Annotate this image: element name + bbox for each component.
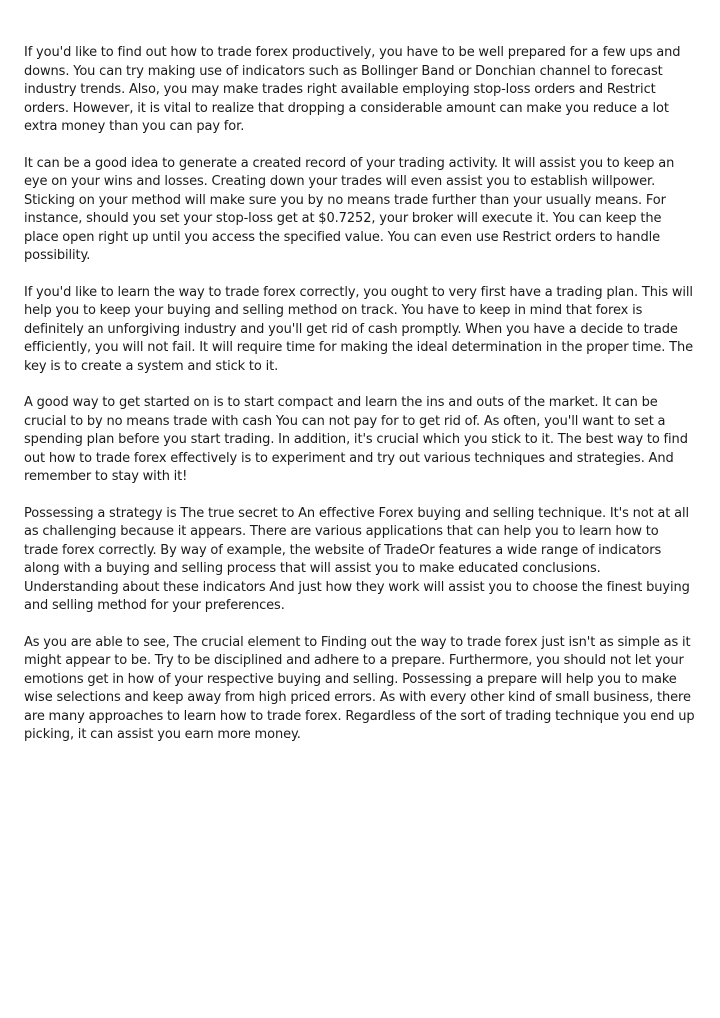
paragraph-1: If you'd like to find out how to trade forex productively, you have to be well prepared for a few ups and downs. You can try making use of indicators such as Bollinger Band or Donchian channel to forecast industry trends. Also, you may make trades right available employing stop-loss orders and Restrict orders. However, it is vital to realize that dropping a considerable amount can make you reduce a lot extra money than you can pay for. — [24, 45, 681, 134]
paragraph-6: As you are able to see, The crucial element to Finding out the way to trade forex just isn't as simple as it might appear to be. Try to be disciplined and adhere to a prepare. Furthermore, you should not let your emotions get in how of your respective buying and selling. Possessing a prepare will help you to make wise selections and keep away from high priced errors. As with every other kind of small business, there are many approaches to learn how to trade forex. Regardless of the sort of trading technique you end up picking, it can assist you earn more money. — [24, 634, 695, 742]
paragraph-4: A good way to get started on is to start compact and learn the ins and outs of the market. It can be crucial to by no means trade with cash You can not pay for to get rid of. As often, you'll want to set a spending plan before you start trading. In addition, it's crucial which you stick to it. The best way to find out how to trade forex effectively is to experiment and try out various techniques and strategies. And remember to stay with it! — [24, 395, 688, 484]
paragraph-5: Possessing a strategy is The true secret to An effective Forex buying and selling technique. It's not at all as challenging because it appears. There are various applications that can help you to learn how to trade forex correctly. By way of example, the website of TradeOr features a wide range of indicators along with a buying and selling process that will assist you to make educated conclusions. Understanding about these indicators And just how they work will assist you to choose the finest buying and selling method for your preferences. — [24, 505, 690, 613]
document-body — [24, 44, 696, 763]
paragraph-3: If you'd like to learn the way to trade forex correctly, you ought to very first have a trading plan. This will help you to keep your buying and selling method on track. You have to keep in mind that forex is definitely an unforgiving industry and you'll get rid of cash promptly. When you have a decide to trade efficiently, you will not fail. It will require time for making the ideal determination in the proper time. The key is to create a system and stick to it. — [24, 284, 693, 374]
paragraph-2: It can be a good idea to generate a created record of your trading activity. It will assist you to keep an eye on your wins and losses. Creating down your trades will even assist you to establish willpower. Sticking on your method will make sure you by no means trade further than your usually means. For instance, should you set your stop-loss get at $0.7252, your broker will execute it. You can keep the place open right up until you access the specified value. You can even use Restrict orders to handle possibility. — [24, 155, 675, 263]
